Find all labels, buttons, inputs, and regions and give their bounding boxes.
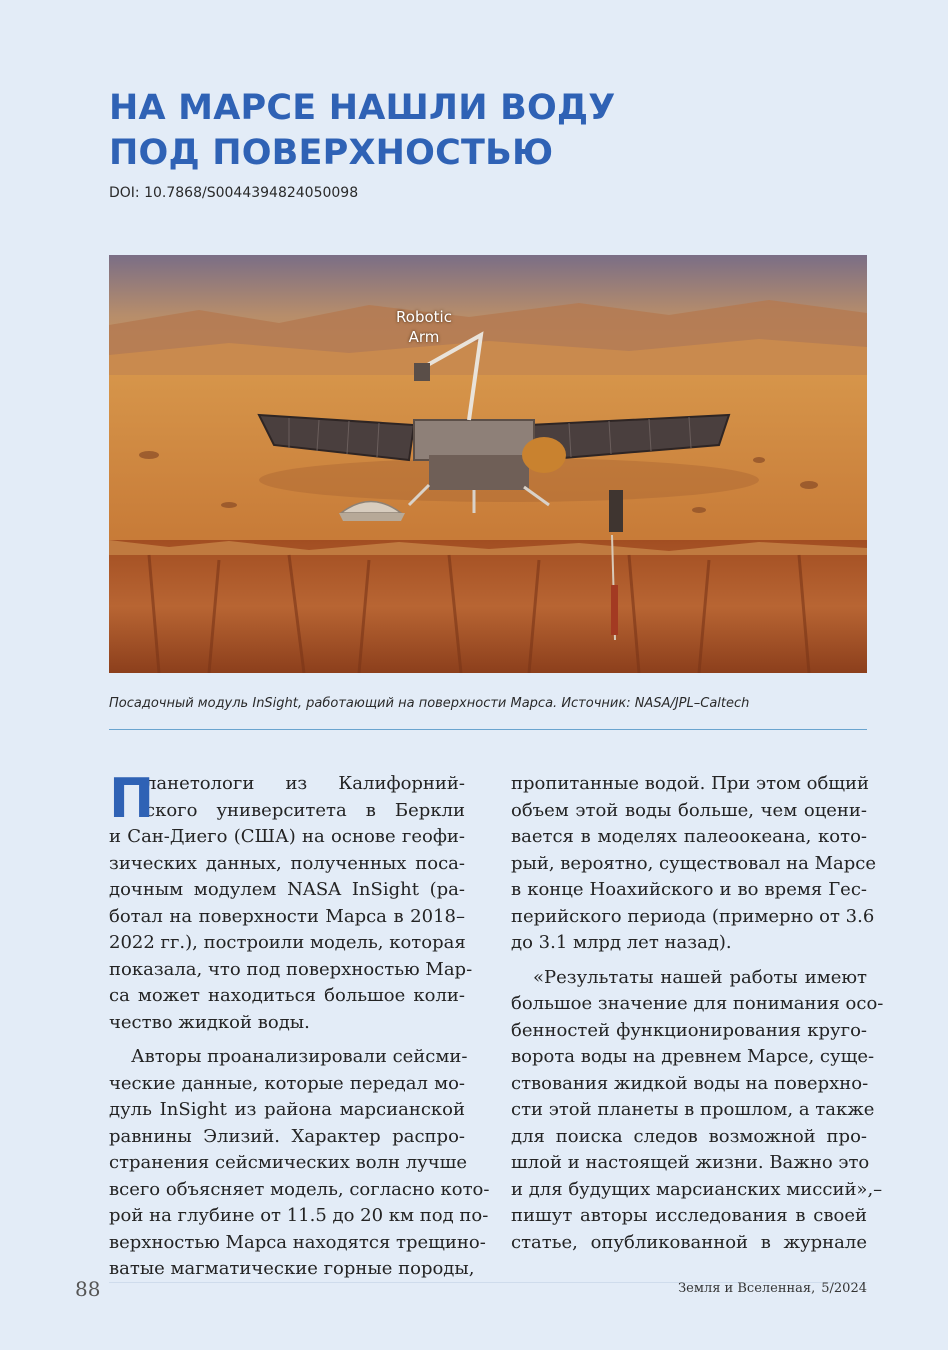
- title-line-2: ПОД ПОВЕРХНОСТЬЮ: [109, 133, 554, 173]
- paragraph-gap: [109, 1036, 465, 1044]
- body-line: рый, вероятно, существовал на Марсе: [511, 852, 876, 874]
- body-line: ского университета в Беркли: [145, 799, 465, 821]
- robotic-arm-label-line-1: Robotic: [396, 308, 452, 326]
- body-line: дуль InSight из района марсианской: [109, 1099, 465, 1120]
- mars-scene-illustration: [109, 255, 867, 673]
- journal-name: Земля и Вселенная,: [678, 1281, 816, 1296]
- robotic-arm-label: [389, 307, 459, 347]
- body-line: Авторы проанализировали сейсми-: [131, 1046, 468, 1067]
- body-line: показала, что под поверхностью Мар-: [109, 958, 473, 980]
- body-line: равнины Элизий. Характер распро-: [109, 1125, 465, 1147]
- body-line: шлой и настоящей жизни. Важно это: [511, 1152, 870, 1173]
- title-line-1: НА МАРСЕ НАШЛИ ВОДУ: [109, 88, 616, 128]
- body-line: и Сан-Диего (США) на основе геофи-: [109, 826, 465, 847]
- body-column-right: [511, 771, 884, 1256]
- body-line: чество жидкой воды.: [109, 1011, 310, 1033]
- body-line: ческие данные, которые передал мо-: [109, 1072, 465, 1094]
- body-line: зических данных, полученных поса-: [109, 852, 465, 874]
- body-line: са может находиться большое коли-: [109, 985, 465, 1006]
- body-line: странения сейсмических волн лучше: [109, 1152, 468, 1173]
- body-line: перийского периода (примерно от 3.6: [511, 905, 875, 927]
- drop-cap: П: [109, 767, 155, 830]
- body-line: до 3.1 млрд лет назад).: [511, 932, 732, 953]
- body-line: дочным модулем NASA InSight (ра-: [109, 879, 465, 900]
- body-line: сти этой планеты в прошлом, а также: [511, 1099, 875, 1120]
- body-line: вается в моделях палеоокеана, кото-: [511, 826, 867, 847]
- body-line: «Результаты нашей работы имеют: [533, 966, 867, 988]
- journal-issue: 5/2024: [821, 1281, 867, 1296]
- body-line: пишут авторы исследования в своей: [511, 1205, 867, 1226]
- insight-lander-photo: [109, 255, 867, 673]
- page-number: 88: [75, 1277, 101, 1301]
- body-line: ствования жидкой воды на поверхно-: [511, 1072, 869, 1094]
- body-line: ботал на поверхности Марса в 2018–: [109, 905, 465, 927]
- body-line: ватые магматические горные породы,: [109, 1258, 475, 1279]
- body-line: верхностью Марса находятся трещино-: [109, 1231, 486, 1253]
- body-line: в конце Ноахийского и во время Гес-: [511, 879, 867, 900]
- caption-divider: [109, 729, 867, 730]
- journal-info: [678, 1281, 867, 1296]
- doi-link[interactable]: DOI: 10.7868/S0044394824050098: [109, 185, 359, 201]
- body-line: 2022 гг.), построили модель, которая: [109, 932, 466, 953]
- body-line: объем этой воды больше, чем оцени-: [511, 799, 867, 821]
- body-line: ворота воды на древнем Марсе, суще-: [511, 1046, 875, 1067]
- body-line: рой на глубине от 11.5 до 20 км под по-: [109, 1205, 489, 1226]
- body-line: для поиска следов возможной про-: [511, 1125, 867, 1147]
- body-line: бенностей функционирования круго-: [511, 1019, 867, 1041]
- body-line: статье, опубликованной в журнале: [511, 1231, 867, 1253]
- body-column-left: [109, 767, 490, 1283]
- article-title: [109, 86, 869, 176]
- figure-caption: Посадочный модуль InSight, работающий на поверхности Марса. Источник: NASA/JPL–Caltech: [109, 696, 750, 711]
- body-line: ланетологи из Калифорний-: [145, 773, 465, 794]
- body-line: и для будущих марсианских миссий»,–: [511, 1178, 883, 1200]
- body-line: всего объясняет модель, согласно кото-: [109, 1178, 490, 1200]
- paragraph-gap: [511, 957, 867, 965]
- body-line: большое значение для понимания осо-: [511, 993, 884, 1014]
- robotic-arm-label-line-2: Arm: [408, 328, 440, 346]
- body-line: пропитанные водой. При этом общий: [511, 773, 870, 794]
